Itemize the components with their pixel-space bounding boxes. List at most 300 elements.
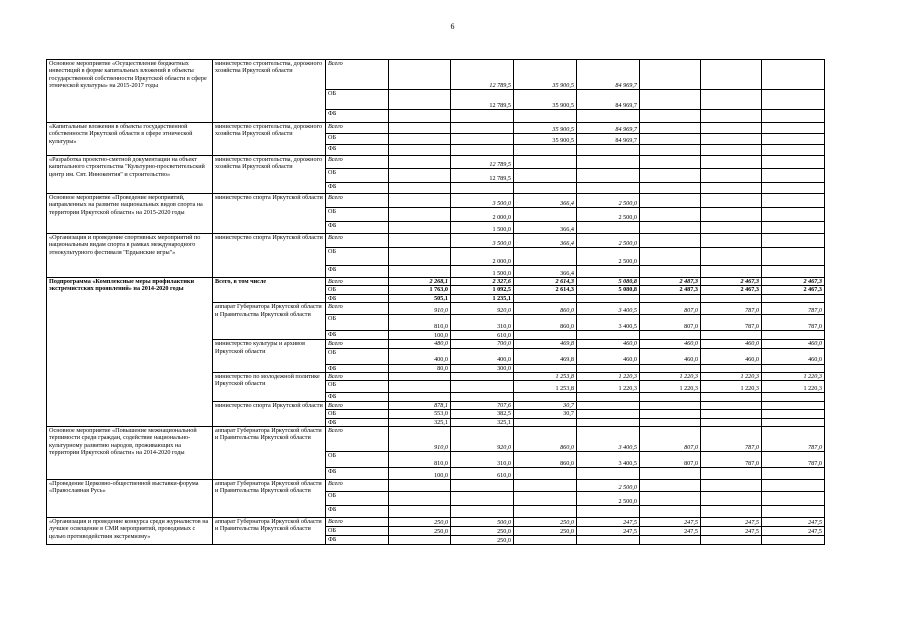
value-cell	[640, 222, 701, 234]
value-cell	[640, 418, 701, 426]
value-cell	[762, 134, 825, 145]
value-cell	[762, 90, 825, 110]
value-cell	[514, 364, 577, 372]
value-cell: 247,5	[640, 518, 701, 527]
value-cell: 469,8	[514, 348, 577, 364]
executor: министерство культуры и архивов Иркутской области	[213, 340, 326, 373]
value-cell	[389, 169, 451, 183]
funding-type: ФБ	[326, 294, 389, 302]
value-cell	[701, 364, 762, 372]
value-cell	[640, 492, 701, 506]
value-cell	[577, 401, 640, 409]
value-cell	[762, 506, 825, 518]
value-cell	[640, 145, 701, 156]
value-cell	[640, 208, 701, 222]
value-cell	[762, 234, 825, 248]
value-cell	[762, 169, 825, 183]
measure-name: «Разработка проектно-сметной документации на объект капитального строительства "Культурно-просветительский центр им. Свт. Иннокентия" и строительство»	[47, 156, 213, 194]
value-cell: 12 789,5	[451, 169, 514, 183]
value-cell: 84 969,7	[577, 134, 640, 145]
value-cell: 2 500,0	[577, 480, 640, 492]
executor: аппарат Губернатора Иркутской области и Правительства Иркутской области	[213, 303, 326, 340]
value-cell	[640, 234, 701, 248]
value-cell	[762, 194, 825, 208]
value-cell	[514, 536, 577, 545]
value-cell	[389, 123, 451, 134]
value-cell: 250,0	[451, 527, 514, 536]
executor: министерство строительства, дорожного хозяйства Иркутской области	[213, 60, 326, 123]
value-cell: 1 220,3	[577, 381, 640, 393]
value-cell	[701, 506, 762, 518]
value-cell	[701, 468, 762, 480]
table-row	[47, 123, 825, 134]
value-cell: 2 000,0	[451, 248, 514, 266]
value-cell	[451, 480, 514, 492]
value-cell	[640, 468, 701, 480]
value-cell: 325,1	[389, 418, 451, 426]
value-cell: 807,0	[640, 315, 701, 331]
value-cell	[451, 381, 514, 393]
value-cell	[389, 183, 451, 194]
value-cell	[701, 194, 762, 208]
executor: Всего, в том числе	[213, 278, 326, 303]
value-cell	[514, 208, 577, 222]
value-cell: 30,7	[514, 410, 577, 418]
value-cell: 460,0	[701, 348, 762, 364]
funding-type: ФБ	[326, 183, 389, 194]
value-cell	[389, 506, 451, 518]
value-cell: 1 220,3	[640, 381, 701, 393]
value-cell	[577, 156, 640, 169]
value-cell	[640, 134, 701, 145]
value-cell: 250,0	[451, 536, 514, 545]
value-cell: 480,0	[389, 340, 451, 348]
value-cell	[389, 194, 451, 208]
funding-type: ФБ	[326, 418, 389, 426]
value-cell	[640, 110, 701, 123]
value-cell: 2 487,3	[640, 278, 701, 286]
value-cell	[640, 266, 701, 278]
value-cell	[577, 294, 640, 302]
value-cell: 460,0	[577, 340, 640, 348]
value-cell: 1 220,3	[640, 373, 701, 381]
value-cell: 366,4	[514, 194, 577, 208]
value-cell	[514, 169, 577, 183]
value-cell	[514, 506, 577, 518]
value-cell	[389, 248, 451, 266]
value-cell: 787,0	[762, 452, 825, 468]
value-cell	[701, 234, 762, 248]
value-cell	[701, 90, 762, 110]
value-cell: 878,1	[389, 401, 451, 409]
value-cell: 910,0	[389, 427, 451, 452]
measure-name: Основное мероприятие «Повышение межнациональной терпимости среди граждан, содействие национально-культурному развитию народов, проживающих на территории Иркутской области» на 2014-2020 годы	[47, 427, 213, 480]
value-cell: 787,0	[762, 315, 825, 331]
table-row	[47, 60, 825, 90]
funding-type: ФБ	[326, 110, 389, 123]
value-cell	[762, 536, 825, 545]
funding-type: ОБ	[326, 381, 389, 393]
value-cell	[577, 410, 640, 418]
value-cell: 400,0	[389, 348, 451, 364]
funding-type: ФБ	[326, 536, 389, 545]
value-cell	[701, 208, 762, 222]
value-cell: 400,0	[451, 348, 514, 364]
funding-type: Всего	[326, 303, 389, 315]
value-cell	[762, 410, 825, 418]
funding-type: Всего	[326, 278, 389, 286]
value-cell	[389, 110, 451, 123]
value-cell: 860,0	[514, 427, 577, 452]
table-row	[47, 427, 825, 452]
value-cell: 2 500,0	[577, 234, 640, 248]
value-cell	[577, 468, 640, 480]
measure-name: «Капитальные вложения в объекты государственной собственности Иркутской области в сфере этнической культуры»	[47, 123, 213, 156]
value-cell: 2 500,0	[577, 194, 640, 208]
value-cell: 250,0	[389, 518, 451, 527]
value-cell: 920,0	[451, 427, 514, 452]
value-cell	[640, 364, 701, 372]
value-cell: 610,0	[451, 468, 514, 480]
funding-type: Всего	[326, 340, 389, 348]
executor: министерство спорта Иркутской области	[213, 194, 326, 234]
value-cell	[762, 331, 825, 340]
value-cell: 382,5	[451, 410, 514, 418]
value-cell: 700,0	[451, 340, 514, 348]
value-cell: 2 467,3	[762, 286, 825, 294]
value-cell	[640, 506, 701, 518]
value-cell: 250,0	[514, 518, 577, 527]
value-cell: 860,0	[514, 315, 577, 331]
value-cell	[389, 208, 451, 222]
value-cell: 2 000,0	[451, 208, 514, 222]
value-cell	[640, 294, 701, 302]
value-cell: 2 614,3	[514, 286, 577, 294]
value-cell: 12 789,5	[451, 156, 514, 169]
value-cell	[762, 145, 825, 156]
value-cell: 2 467,3	[701, 286, 762, 294]
funding-type: ОБ	[326, 169, 389, 183]
value-cell	[762, 60, 825, 90]
value-cell: 810,0	[389, 452, 451, 468]
value-cell: 807,0	[640, 452, 701, 468]
value-cell: 5 080,8	[577, 286, 640, 294]
value-cell	[389, 266, 451, 278]
value-cell: 787,0	[762, 303, 825, 315]
value-cell: 250,0	[389, 527, 451, 536]
value-cell: 2 614,3	[514, 278, 577, 286]
value-cell	[640, 248, 701, 266]
value-cell: 2 268,1	[389, 278, 451, 286]
value-cell: 1 220,3	[701, 381, 762, 393]
value-cell	[577, 110, 640, 123]
value-cell	[701, 410, 762, 418]
value-cell: 787,0	[701, 315, 762, 331]
value-cell	[389, 156, 451, 169]
measure-name: Основное мероприятие «Осуществление бюджетных инвестиций в форме капитальных вложений в объекты государственной собственности Иркутской области в сфере этнической культуры» на 2015-2017 годы	[47, 60, 213, 123]
value-cell	[762, 208, 825, 222]
value-cell	[640, 536, 701, 545]
value-cell	[701, 183, 762, 194]
funding-type: Всего	[326, 518, 389, 527]
measure-name: «Организация и проведение конкурса среди журналистов на лучшее освещение в СМИ мероприятий, проводимых с целью противодействия экстремизму»	[47, 518, 213, 545]
value-cell: 2 327,6	[451, 278, 514, 286]
value-cell	[389, 492, 451, 506]
value-cell	[701, 401, 762, 409]
value-cell: 3 400,5	[577, 427, 640, 452]
executor: аппарат Губернатора Иркутской области и Правительства Иркутской области	[213, 518, 326, 545]
funding-type: Всего	[326, 401, 389, 409]
value-cell	[640, 156, 701, 169]
value-cell: 460,0	[640, 348, 701, 364]
value-cell: 3 500,0	[451, 234, 514, 248]
value-cell: 1 220,3	[762, 373, 825, 381]
value-cell: 100,0	[389, 468, 451, 480]
value-cell: 860,0	[514, 303, 577, 315]
funding-type: ОБ	[326, 208, 389, 222]
funding-type: ФБ	[326, 266, 389, 278]
subprogram-name: Подпрограмма «Комплексные меры профилактики экстремистских проявлений» на 2014-2020 годы	[47, 278, 213, 427]
value-cell: 787,0	[701, 452, 762, 468]
value-cell: 366,4	[514, 266, 577, 278]
funding-type: Всего	[326, 373, 389, 381]
value-cell	[514, 110, 577, 123]
value-cell: 5 080,8	[577, 278, 640, 286]
value-cell	[451, 110, 514, 123]
value-cell	[514, 183, 577, 194]
value-cell	[577, 169, 640, 183]
value-cell	[389, 60, 451, 90]
value-cell	[640, 123, 701, 134]
value-cell: 12 789,5	[451, 90, 514, 110]
value-cell: 247,5	[762, 518, 825, 527]
value-cell: 1 500,0	[451, 266, 514, 278]
value-cell: 310,0	[451, 452, 514, 468]
value-cell	[514, 145, 577, 156]
value-cell: 1 220,3	[577, 373, 640, 381]
executor: министерство строительства, дорожного хозяйства Иркутской области	[213, 156, 326, 194]
value-cell: 1 092,5	[451, 286, 514, 294]
value-cell	[577, 364, 640, 372]
value-cell	[640, 169, 701, 183]
funding-type: Всего	[326, 234, 389, 248]
value-cell: 250,0	[514, 527, 577, 536]
value-cell	[577, 183, 640, 194]
value-cell	[577, 266, 640, 278]
value-cell	[389, 373, 451, 381]
value-cell	[577, 222, 640, 234]
value-cell	[701, 266, 762, 278]
value-cell: 2 487,3	[640, 286, 701, 294]
value-cell: 84 969,7	[577, 123, 640, 134]
value-cell: 1 253,8	[514, 381, 577, 393]
value-cell	[577, 331, 640, 340]
value-cell	[514, 331, 577, 340]
budget-table	[46, 59, 825, 545]
value-cell: 807,0	[640, 427, 701, 452]
value-cell	[701, 169, 762, 183]
table-row	[47, 156, 825, 169]
value-cell: 920,0	[451, 303, 514, 315]
value-cell	[762, 156, 825, 169]
value-cell: 2 500,0	[577, 248, 640, 266]
funding-type: ОБ	[326, 315, 389, 331]
value-cell: 787,0	[701, 303, 762, 315]
value-cell: 3 400,5	[577, 452, 640, 468]
value-cell	[389, 480, 451, 492]
executor: аппарат Губернатора Иркутской области и Правительства Иркутской области	[213, 427, 326, 480]
funding-type: ФБ	[326, 506, 389, 518]
value-cell	[701, 156, 762, 169]
funding-type: ОБ	[326, 410, 389, 418]
value-cell	[389, 381, 451, 393]
value-cell: 2 500,0	[577, 208, 640, 222]
measure-name: «Организация и проведение спортивных мероприятий по национальным видам спорта в рамках международного этнокультурного фестиваля "Ердынские игры"»	[47, 234, 213, 278]
value-cell	[701, 492, 762, 506]
value-cell: 35 900,5	[514, 134, 577, 145]
funding-type: ОБ	[326, 90, 389, 110]
value-cell	[514, 468, 577, 480]
value-cell	[701, 393, 762, 401]
funding-type: Всего	[326, 156, 389, 169]
value-cell	[451, 134, 514, 145]
executor: министерство строительства, дорожного хозяйства Иркутской области	[213, 123, 326, 156]
value-cell	[389, 134, 451, 145]
value-cell: 460,0	[577, 348, 640, 364]
value-cell	[701, 418, 762, 426]
value-cell: 3 500,0	[451, 194, 514, 208]
value-cell	[514, 294, 577, 302]
value-cell: 460,0	[762, 340, 825, 348]
value-cell	[762, 492, 825, 506]
value-cell: 505,1	[389, 294, 451, 302]
value-cell	[451, 183, 514, 194]
value-cell	[389, 393, 451, 401]
value-cell	[762, 183, 825, 194]
value-cell	[762, 222, 825, 234]
value-cell: 300,0	[451, 364, 514, 372]
value-cell	[640, 331, 701, 340]
value-cell	[701, 294, 762, 302]
value-cell	[762, 468, 825, 480]
value-cell	[701, 248, 762, 266]
value-cell	[514, 418, 577, 426]
value-cell: 325,1	[451, 418, 514, 426]
value-cell: 460,0	[701, 340, 762, 348]
table-row	[47, 278, 825, 286]
value-cell	[762, 364, 825, 372]
value-cell	[451, 123, 514, 134]
funding-type: Всего	[326, 123, 389, 134]
value-cell	[762, 266, 825, 278]
value-cell: 366,4	[514, 222, 577, 234]
value-cell: 1 235,1	[451, 294, 514, 302]
value-cell	[701, 222, 762, 234]
value-cell	[762, 294, 825, 302]
value-cell	[640, 183, 701, 194]
funding-type: Всего	[326, 427, 389, 452]
page-number: 6	[450, 22, 455, 31]
funding-type: ОБ	[326, 348, 389, 364]
value-cell: 310,0	[451, 315, 514, 331]
value-cell	[577, 145, 640, 156]
value-cell	[762, 123, 825, 134]
value-cell: 30,7	[514, 401, 577, 409]
value-cell	[762, 248, 825, 266]
value-cell	[701, 480, 762, 492]
value-cell: 860,0	[514, 452, 577, 468]
value-cell: 35 900,5	[514, 123, 577, 134]
funding-type: ОБ	[326, 248, 389, 266]
value-cell	[762, 418, 825, 426]
value-cell	[640, 410, 701, 418]
value-cell	[762, 401, 825, 409]
value-cell: 247,5	[762, 527, 825, 536]
table-row	[47, 194, 825, 208]
funding-type: ФБ	[326, 364, 389, 372]
value-cell: 553,0	[389, 410, 451, 418]
funding-type: ФБ	[326, 468, 389, 480]
value-cell: 247,5	[577, 527, 640, 536]
funding-type: Всего	[326, 194, 389, 208]
value-cell	[451, 145, 514, 156]
value-cell	[640, 194, 701, 208]
value-cell	[514, 393, 577, 401]
measure-name: Основное мероприятие «Проведение мероприятий, направленных на развитие национальных видов спорта на территории Иркутской области» на 2015-2020 годы	[47, 194, 213, 234]
value-cell	[701, 60, 762, 90]
value-cell	[640, 90, 701, 110]
value-cell	[451, 506, 514, 518]
value-cell	[701, 536, 762, 545]
value-cell	[762, 393, 825, 401]
value-cell: 1 220,3	[701, 373, 762, 381]
funding-type: Всего	[326, 480, 389, 492]
value-cell	[701, 110, 762, 123]
funding-type: ОБ	[326, 492, 389, 506]
value-cell	[640, 480, 701, 492]
executor: министерство по молодежной политике Иркутской области	[213, 373, 326, 402]
table-row	[47, 480, 825, 492]
value-cell: 80,0	[389, 364, 451, 372]
value-cell	[762, 110, 825, 123]
funding-type: ОБ	[326, 452, 389, 468]
value-cell	[451, 492, 514, 506]
value-cell: 35 900,5	[514, 60, 577, 90]
value-cell	[701, 134, 762, 145]
value-cell: 247,5	[701, 518, 762, 527]
value-cell: 610,0	[451, 331, 514, 340]
value-cell: 247,5	[701, 527, 762, 536]
measure-name: «Проведение Церковно-общественной выставки-форума «Православная Русь»	[47, 480, 213, 518]
value-cell	[389, 90, 451, 110]
executor: министерство спорта Иркутской области	[213, 234, 326, 278]
value-cell: 2 467,3	[701, 278, 762, 286]
value-cell: 807,0	[640, 303, 701, 315]
funding-type: ОБ	[326, 286, 389, 294]
value-cell	[577, 506, 640, 518]
value-cell: 469,8	[514, 340, 577, 348]
table-row	[47, 234, 825, 248]
value-cell: 500,0	[451, 518, 514, 527]
value-cell	[701, 123, 762, 134]
value-cell	[701, 331, 762, 340]
value-cell: 247,5	[577, 518, 640, 527]
value-cell: 35 900,5	[514, 90, 577, 110]
value-cell	[389, 222, 451, 234]
value-cell: 787,0	[762, 427, 825, 452]
value-cell: 1 763,0	[389, 286, 451, 294]
value-cell: 84 969,7	[577, 90, 640, 110]
